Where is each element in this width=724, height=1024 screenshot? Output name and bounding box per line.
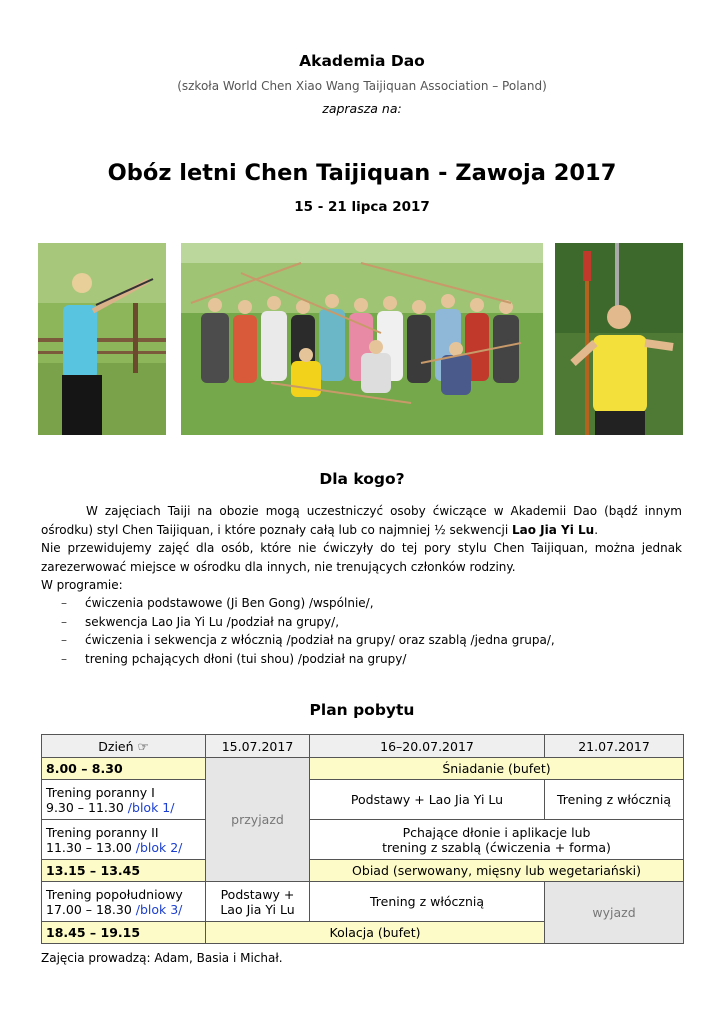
- session-cell: [42, 882, 206, 922]
- time-cell: 13.15 – 13.45: [42, 860, 206, 882]
- program-list: [41, 594, 682, 668]
- time-cell: 18.45 – 19.15: [42, 922, 206, 944]
- session-time: 17.00 – 18.30: [46, 901, 136, 917]
- sequence-name: Lao Jia Yi Lu: [511, 522, 595, 537]
- description-paragraph-1: [41, 502, 682, 539]
- activity-cell: [310, 820, 684, 860]
- session-name: Trening popołudniowy: [46, 886, 183, 902]
- photo-woman-with-sword: [38, 243, 166, 435]
- section-heading-who: Dla kogo?: [319, 470, 405, 488]
- session-cell: [42, 820, 206, 860]
- list-item: – ćwiczenia podstawowe (Ji Ben Gong) /wspólnie/,: [41, 594, 682, 613]
- program-intro: W programie:: [41, 578, 123, 592]
- session-name: Trening poranny II: [46, 824, 159, 840]
- activity-cell: Trening z włócznią: [545, 780, 684, 820]
- event-cell: Kolacja (bufet): [206, 922, 545, 944]
- organization-subtitle: (szkoła World Chen Xiao Wang Taijiquan Association – Poland): [177, 79, 547, 93]
- page-title: Obóz letni Chen Taijiquan - Zawoja 2017: [107, 160, 617, 186]
- activity-line: Lao Jia Yi Lu: [220, 901, 295, 917]
- session-time: 9.30 – 11.30: [46, 799, 128, 815]
- column-header-date-3: 21.07.2017: [545, 735, 684, 758]
- list-item: – trening pchających dłoni (tui shou) /podział na grupy/: [41, 650, 682, 669]
- organization-name: Akademia Dao: [299, 52, 425, 70]
- table-row: [42, 820, 684, 860]
- event-cell: Obiad (serwowany, mięsny lub wegetariański): [310, 860, 684, 882]
- column-header-day: Dzień ☞: [42, 735, 206, 758]
- instructors-note: Zajęcia prowadzą: Adam, Basia i Michał.: [41, 951, 283, 965]
- section-heading-plan: Plan pobytu: [309, 701, 415, 719]
- block-label: /blok 1/: [127, 799, 175, 815]
- description-text: W zajęciach Taiji na obozie mogą uczestniczyć osoby ćwiczące w Akademii Dao (bądź innym ośrodku) styl Chen Taijiquan, i które poznały całą lub co najmniej ½ sekwencji: [41, 504, 682, 537]
- table-row: [42, 758, 684, 780]
- block-label: /blok 3/: [135, 901, 183, 917]
- description-paragraph-2: Nie przewidujemy zajęć dla osób, które nie ćwiczyły do tej pory stylu Chen Taijiquan, można jednak zarezerwować miejsce w ośrodku dla innych, nie trenujących członków rodziny.: [41, 541, 682, 574]
- column-header-date-2: 16–20.07.2017: [310, 735, 545, 758]
- event-cell: Śniadanie (bufet): [310, 758, 684, 780]
- activity-line: Pchające dłonie i aplikacje lub: [402, 824, 591, 840]
- table-header-row: [42, 735, 684, 758]
- photo-man-with-spear: [555, 243, 683, 435]
- arrival-cell: przyjazd: [206, 758, 310, 882]
- activity-cell: Trening z włócznią: [310, 882, 545, 922]
- session-cell: [42, 780, 206, 820]
- activity-cell: Podstawy + Lao Jia Yi Lu: [310, 780, 545, 820]
- list-item: – ćwiczenia i sekwencja z włócznią /podział na grupy/ oraz szablą /jedna grupa/,: [41, 631, 682, 650]
- activity-line: trening z szablą (ćwiczenia + forma): [382, 839, 611, 855]
- session-time: 11.30 – 13.00: [46, 839, 136, 855]
- session-name: Trening poranny I: [46, 784, 155, 800]
- block-label: /blok 2/: [135, 839, 183, 855]
- table-row: [42, 882, 684, 922]
- table-row: [42, 780, 684, 820]
- event-dates: 15 - 21 lipca 2017: [294, 199, 430, 215]
- time-cell: 8.00 – 8.30: [42, 758, 206, 780]
- table-row: [42, 860, 684, 882]
- invite-text: zaprasza na:: [322, 101, 402, 116]
- list-item: – sekwencja Lao Jia Yi Lu /podział na grupy/,: [41, 613, 682, 632]
- column-header-date-1: 15.07.2017: [206, 735, 310, 758]
- description-section: [41, 502, 682, 595]
- departure-cell: wyjazd: [545, 882, 684, 944]
- schedule-table: [41, 734, 684, 944]
- photo-group: [181, 243, 543, 435]
- activity-line: Podstawy +: [220, 886, 295, 902]
- activity-cell: [206, 882, 310, 922]
- description-text-end: .: [594, 522, 599, 537]
